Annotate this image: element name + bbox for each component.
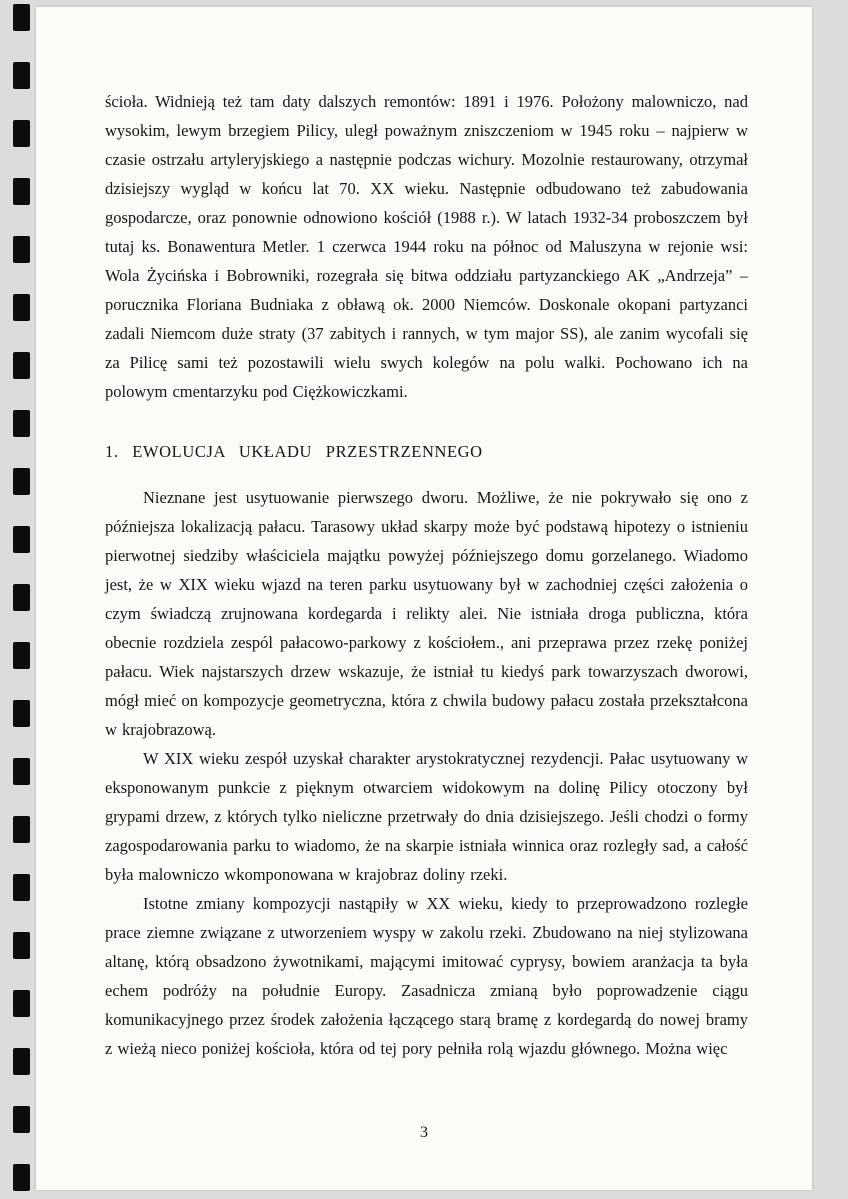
binding-hole	[13, 4, 30, 31]
binding-hole	[13, 1048, 30, 1075]
binding-hole	[13, 990, 30, 1017]
section-heading: 1. EWOLUCJA UKŁADU PRZESTRZENNEGO	[105, 442, 483, 461]
body-paragraph-continuation: ścioła. Widnieją też tam daty dalszych remontów: 1891 i 1976. Położony malowniczo, nad wysokim, lewym brzegiem Pilicy, uległ poważnym zniszczeniom w 1945 roku – najpierw w czasie ostrzału artyleryjskiego a następnie podczas wichury. Mozolnie restaurowany, otrzymał dzisiejszy wygląd w końcu lat 70. XX wieku. Następnie odbudowano też zabudowania gospodarcze, oraz ponownie odnowiono kościół (1988 r.). W latach 1932-34 proboszczem był tutaj ks. Bonawentura Metler. 1 czerwca 1944 roku na północ od Maluszyna w rejonie wsi: Wola Życińska i Bobrowniki, rozegrała się bitwa oddziału partyzanckiego AK „Andrzeja” – porucznika Floriana Budniaka z obławą ok. 2000 Niemców. Doskonale okopani partyzanci zadali Niemcom duże straty (37 zabitych i rannych, w tym major SS), ale zanim wycofali się za Pilicę sami też pozostawili wielu swych kolegów na polu walki. Pochowano ich na polowym cmentarzyku pod Ciężkowiczkami.	[105, 92, 748, 401]
page-number: 3	[420, 1124, 428, 1141]
body-paragraph: Istotne zmiany kompozycji nastąpiły w XX wieku, kiedy to przeprowadzono rozległe prace ziemne związane z utworzeniem wyspy w zakolu rzeki. Zbudowano na niej stylizowana altanę, którą obsadzono żywotnikami, mającymi imitować cyprysy, bowiem aranżacja ta była echem podróży na południe Europy. Zasadnicza zmianą było poprowadzenie ciągu komunikacyjnego przez środek założenia łączącego starą bramę z kordegardą do nowej bramy z wieżą nieco poniżej kościoła, która od tej pory pełniła rolą wjazdu głównego. Można więc	[105, 894, 748, 1058]
binding-hole	[13, 352, 30, 379]
binding-hole	[13, 236, 30, 263]
binding-hole	[13, 1164, 30, 1191]
binding-hole	[13, 932, 30, 959]
binding-hole	[13, 120, 30, 147]
binding-hole	[13, 642, 30, 669]
document-page	[36, 7, 812, 1190]
binding-hole	[13, 816, 30, 843]
binding-hole	[13, 584, 30, 611]
binding-hole	[13, 468, 30, 495]
binding-hole	[13, 178, 30, 205]
binding-hole	[13, 758, 30, 785]
binding-hole	[13, 526, 30, 553]
body-paragraph: Nieznane jest usytuowanie pierwszego dworu. Możliwe, że nie pokrywało się ono z późniejsza lokalizacją pałacu. Tarasowy układ skarpy może być podstawą hipotezy o istnieniu pierwotnej siedziby właściciela majątku powyżej późniejszego domu gorzelanego. Wiadomo jest, że w XIX wieku wjazd na teren parku usytuowany był w zachodniej części założenia o czym świadczą zrujnowana kordegarda i relikty alei. Nie istniała droga publiczna, która obecnie rozdziela zespól pałacowo-parkowy z kościołem., ani przeprawa przez rzekę poniżej pałacu. Wiek najstarszych drzew wskazuje, że istniał tu kiedyś park towarzyszach dworowi, mógł mieć on kompozycje geometryczna, która z chwila budowy pałacu została przekształcona w krajobrazową.	[105, 488, 748, 739]
binding-hole	[13, 1106, 30, 1133]
body-paragraph: W XIX wieku zespół uzyskał charakter arystokratycznej rezydencji. Pałac usytuowany w eksponowanym punkcie z pięknym otwarciem widokowym na dolinę Pilicy otoczony był grypami drzew, z których tylko nieliczne przetrwały do dnia dzisiejszego. Jeśli chodzi o formy zagospodarowania parku to wiadomo, że na skarpie istniała winnica oraz rozległy sad, a całość była malowniczo wkomponowana w krajobraz doliny rzeki.	[105, 749, 748, 884]
binding-hole	[13, 700, 30, 727]
binding-hole	[13, 874, 30, 901]
binding-strip	[13, 4, 30, 1191]
binding-hole	[13, 410, 30, 437]
binding-hole	[13, 62, 30, 89]
binding-hole	[13, 294, 30, 321]
page-content	[105, 87, 748, 1063]
